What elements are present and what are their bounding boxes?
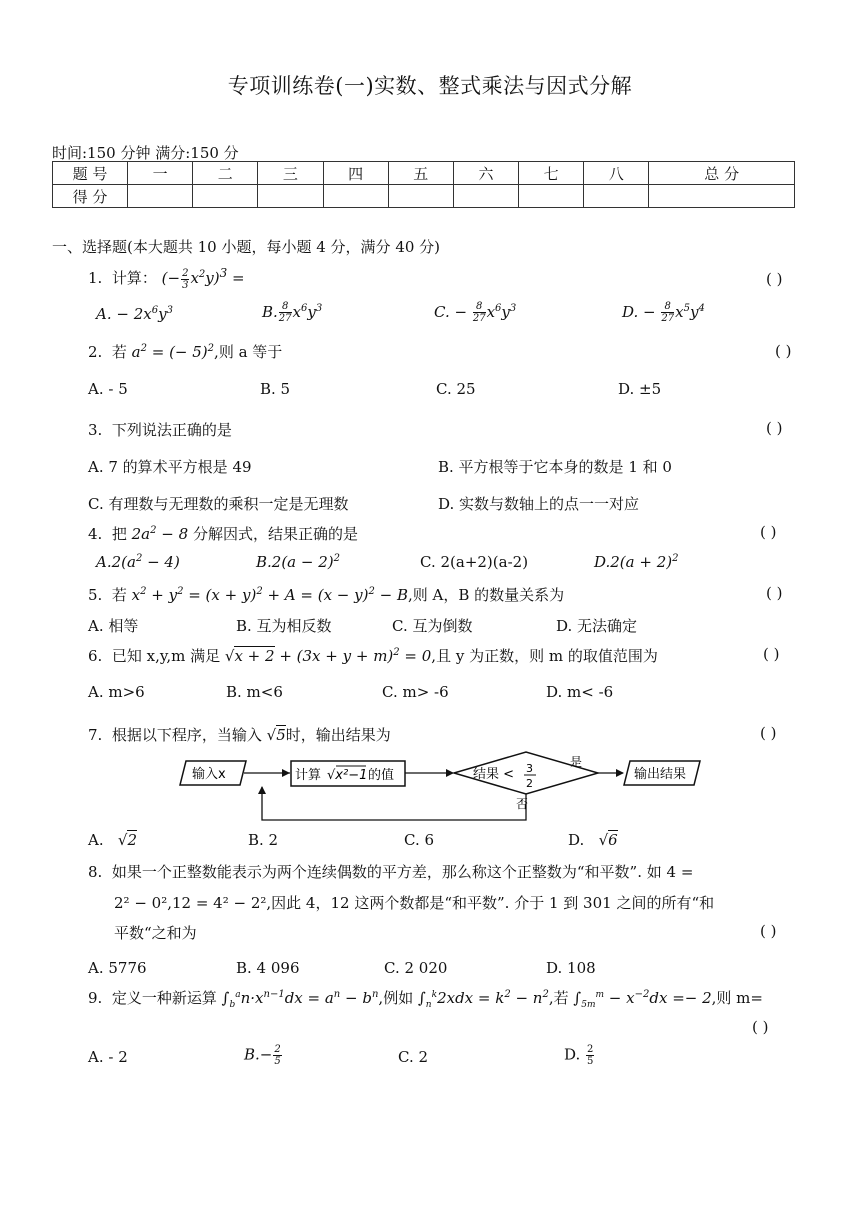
option-d: $D.2(a + 2)^2$ xyxy=(594,553,679,571)
option-b: B. $\frac{8}{27}$ $x^6y^3$ xyxy=(262,301,323,324)
question-stem: 若 xyxy=(111,586,132,604)
table-cell[interactable] xyxy=(323,185,388,208)
question-stem: 分解因式，结果正确的是 xyxy=(188,525,358,543)
table-cell[interactable] xyxy=(519,185,584,208)
table-cell: 得 分 xyxy=(53,185,128,208)
table-cell[interactable] xyxy=(649,185,795,208)
option-label: D. xyxy=(622,302,639,321)
answer-blank[interactable]: ( ) xyxy=(752,1018,769,1036)
flow-output-label: 输出结果 xyxy=(634,767,687,782)
question-stem: ,则 a 等于 xyxy=(214,343,283,361)
table-cell: 二 xyxy=(193,162,258,185)
option-c: C. 2 xyxy=(398,1048,429,1066)
question-number: 5. xyxy=(88,586,103,604)
formula: $\int_{5m}^m - x^{-2}dx =- 2$ xyxy=(573,989,712,1010)
question-stem: 如果一个正整数能表示为两个连续偶数的平方差，那么称这个正整数为“和平数”. 如 4 = xyxy=(111,863,694,881)
option-d: D. $\frac{2}{5}$ xyxy=(564,1044,594,1067)
question-number: 2. xyxy=(88,343,103,361)
option-label: C. xyxy=(434,302,450,321)
flow-no-label: 否 xyxy=(516,797,529,811)
option-b: B. 4 096 xyxy=(236,959,300,977)
formula: (− $\frac{2}{3}$ $x^2y)^3$ = xyxy=(161,266,245,291)
section-heading: 一、选择题(本大题共 10 小题，每小题 4 分，满分 40 分) xyxy=(52,238,441,256)
formula: $\int_b^an\cdot x^{n-1}dx = a^n - b^n$ xyxy=(221,989,379,1010)
table-cell[interactable] xyxy=(128,185,193,208)
table-cell[interactable] xyxy=(388,185,453,208)
question-stem: 时，输出结果为 xyxy=(285,726,391,744)
question-stem: 计算： xyxy=(111,269,157,287)
flow-input-label: 输入x xyxy=(192,767,226,782)
question-stem: ,若 xyxy=(548,989,574,1007)
answer-blank[interactable]: ( ) xyxy=(766,584,783,602)
option-label: D. xyxy=(564,1045,581,1064)
question-stem: ,且 y 为正数，则 m 的取值范围为 xyxy=(431,647,658,665)
answer-blank[interactable]: ( ) xyxy=(763,645,780,663)
option-a: A. m>6 xyxy=(88,683,145,701)
option-c: C. 2(a+2)(a-2) xyxy=(420,553,529,571)
flow-frac-num: 3 xyxy=(526,762,533,775)
option-a: A. 5776 xyxy=(88,959,147,977)
option-a: A. √2 xyxy=(88,831,138,849)
option-a: A. - 2 xyxy=(88,1048,128,1066)
answer-blank[interactable]: ( ) xyxy=(775,342,792,360)
option-d: D. 无法确定 xyxy=(556,617,638,635)
exam-meta: 时间:150 分钟 满分:150 分 xyxy=(52,144,239,162)
table-cell: 三 xyxy=(258,162,323,185)
table-cell: 七 xyxy=(519,162,584,185)
flow-yes-label: 是 xyxy=(570,755,583,769)
question-stem: ,例如 xyxy=(378,989,418,1007)
question-8-line2: 2² − 0²,12 = 4² − 2²,因此 4，12 这两个数都是“和平数”. 介于 1 到 301 之间的所有“和 xyxy=(114,894,715,912)
option-c: C. 2 020 xyxy=(384,959,448,977)
table-cell[interactable] xyxy=(584,185,649,208)
option-d: D. 108 xyxy=(546,959,596,977)
option-c: C. 25 xyxy=(436,380,476,398)
option-label: B. xyxy=(262,302,278,321)
formula: $a^2$ = (− 5)$^2$ xyxy=(131,343,215,361)
option-b: B. 5 xyxy=(260,380,291,398)
option-label: D. xyxy=(568,831,585,849)
option-d: D. ±5 xyxy=(618,380,662,398)
flow-frac-den: 2 xyxy=(526,777,533,790)
option-a: A. - 5 xyxy=(88,380,128,398)
question-stem: 根据以下程序，当输入 xyxy=(111,726,267,744)
table-cell: 五 xyxy=(388,162,453,185)
question-stem: ,则 A，B 的数量关系为 xyxy=(408,586,565,604)
question-9 xyxy=(88,987,763,1010)
table-cell: 一 xyxy=(128,162,193,185)
option-b: B. 2 xyxy=(248,831,279,849)
question-number: 4. xyxy=(88,525,103,543)
question-5 xyxy=(88,584,564,605)
question-stem: ,则 m= xyxy=(711,989,763,1007)
option-b: B. m<6 xyxy=(226,683,283,701)
option-d: D. 实数与数轴上的点一一对应 xyxy=(438,495,640,513)
option-b: B. 平方根等于它本身的数是 1 和 0 xyxy=(438,458,672,476)
flowchart xyxy=(178,750,706,826)
answer-blank[interactable]: ( ) xyxy=(760,922,777,940)
flow-compute-label: 计算 xyxy=(295,768,322,783)
option-a: A. 7 的算术平方根是 49 xyxy=(88,458,252,476)
question-8-line3: 平数“之和为 xyxy=(114,924,197,942)
question-number: 7. xyxy=(88,726,103,744)
page-title: 专项训练卷(一)实数、整式乘法与因式分解 xyxy=(227,74,633,98)
table-cell[interactable] xyxy=(258,185,323,208)
table-row xyxy=(53,162,795,185)
formula: $√x + 2 + (3x + y + m)^2 = 0$ xyxy=(224,647,432,665)
question-stem: 把 xyxy=(111,525,132,543)
table-cell[interactable] xyxy=(193,185,258,208)
option-a: $A.2(a^2 - 4)$ xyxy=(96,553,180,571)
question-number: 3. xyxy=(88,421,103,439)
question-stem: 若 xyxy=(111,343,132,361)
question-number: 8. xyxy=(88,863,103,881)
question-number: 6. xyxy=(88,647,103,665)
option-c: C. 互为倒数 xyxy=(392,617,473,635)
option-label: B. xyxy=(244,1045,260,1064)
option-d: D. √6 xyxy=(568,831,618,849)
question-number: 1. xyxy=(88,269,103,287)
table-row xyxy=(53,185,795,208)
flow-cond-label: 结果 < xyxy=(473,767,515,782)
answer-blank[interactable]: ( ) xyxy=(760,523,777,541)
question-stem: 下列说法正确的是 xyxy=(111,421,232,439)
option-d: D. m< -6 xyxy=(546,683,614,701)
flow-formula: √x²−1 xyxy=(327,768,368,783)
option-d: D. − $\frac{8}{27}$ $x^5y^4$ xyxy=(622,301,705,324)
table-cell: 六 xyxy=(453,162,518,185)
answer-blank[interactable]: ( ) xyxy=(766,270,783,288)
option-c: C. 有理数与无理数的乘积一定是无理数 xyxy=(88,495,349,513)
question-2 xyxy=(88,341,282,362)
score-table xyxy=(52,161,795,208)
option-label: A. xyxy=(88,831,104,849)
option-label: A. xyxy=(96,305,112,323)
question-number: 9. xyxy=(88,989,103,1007)
option-c: C. 6 xyxy=(404,831,435,849)
answer-blank[interactable]: ( ) xyxy=(766,419,783,437)
formula: $x^2 + y^2 = (x + y)^2 + A = (x - y)^2 - B$ xyxy=(131,586,408,604)
table-cell[interactable] xyxy=(453,185,518,208)
option-c: C. − $\frac{8}{27}$ $x^6y^3$ xyxy=(434,301,517,324)
question-4 xyxy=(88,523,358,544)
answer-blank[interactable]: ( ) xyxy=(760,724,777,742)
question-6 xyxy=(88,645,658,666)
question-8 xyxy=(88,861,693,882)
formula: √5 xyxy=(266,726,286,744)
formula: $2a^2 - 8$ xyxy=(131,525,189,543)
option-b: $B.2(a - 2)^2$ xyxy=(256,553,341,571)
formula: $\int_n^k2xdx = k^2 - n^2$ xyxy=(417,989,549,1010)
option-a: A. − $2x^6y^3$ xyxy=(96,305,173,323)
flow-compute-tail: 的值 xyxy=(368,768,395,783)
option-c: C. m> -6 xyxy=(382,683,449,701)
question-3 xyxy=(88,419,232,440)
option-a: A. 相等 xyxy=(88,617,139,635)
question-stem: 已知 x,y,m 满足 xyxy=(111,647,225,665)
option-b: B. 互为相反数 xyxy=(236,617,332,635)
question-7 xyxy=(88,724,391,745)
table-cell: 总 分 xyxy=(649,162,795,185)
table-cell: 八 xyxy=(584,162,649,185)
table-cell: 四 xyxy=(323,162,388,185)
table-cell: 题 号 xyxy=(53,162,128,185)
option-b: B.− $\frac{2}{5}$ xyxy=(244,1044,281,1067)
question-1 xyxy=(88,266,245,291)
question-stem: 定义一种新运算 xyxy=(111,989,222,1007)
